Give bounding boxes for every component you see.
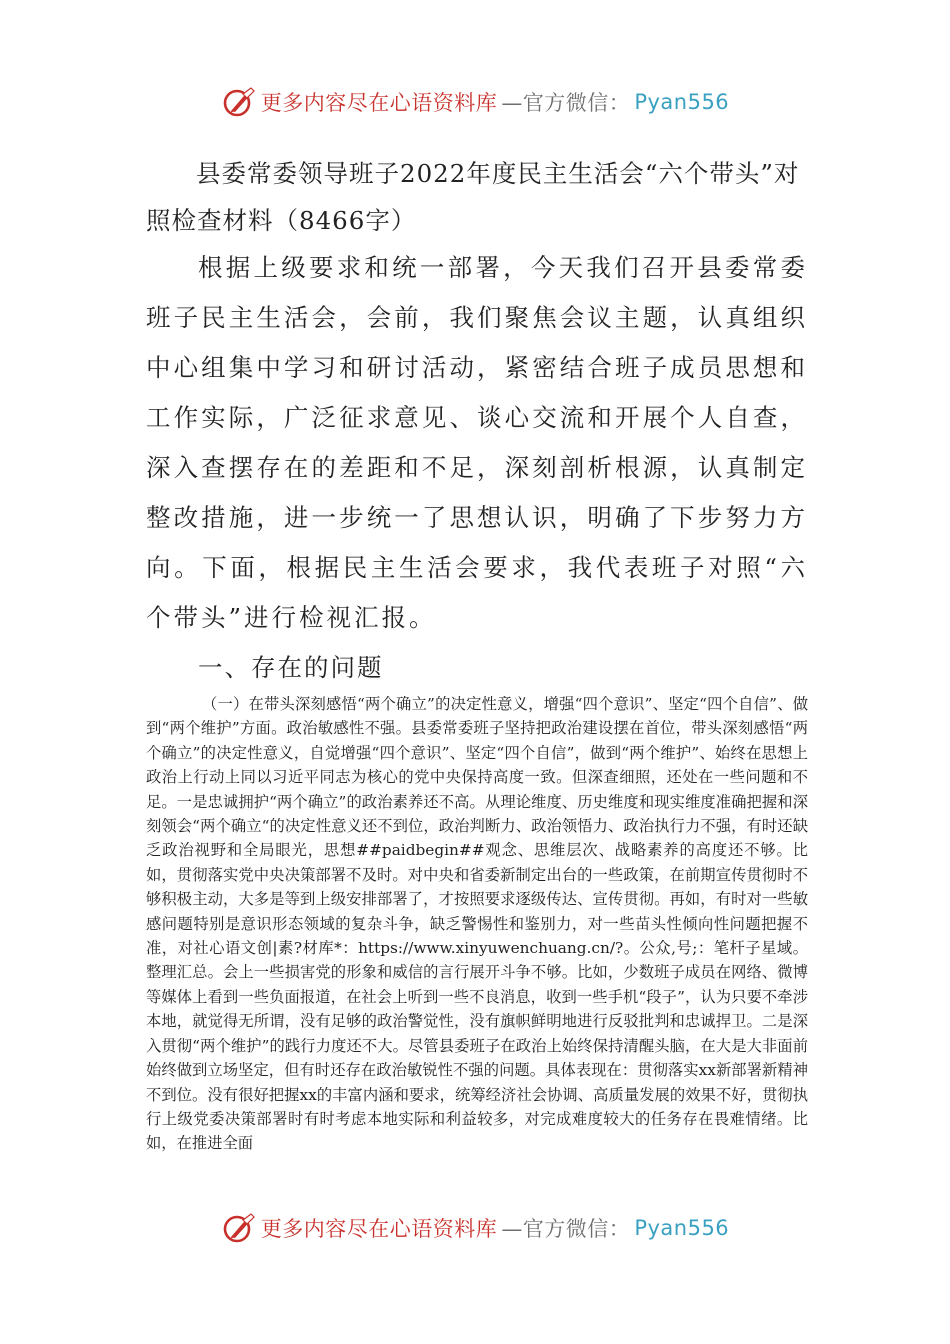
watermark-label-text: —官方微信： [501, 1217, 631, 1241]
section-heading: 一、存在的问题 [198, 653, 384, 682]
body-paragraph: （一）在带头深刻感悟“两个确立”的决定性意义，增强“四个意识”、坚定“四个自信”、做到“两个维护”方面。政治敏感性不强。县委常委班子坚持把政治建设摆在首位，带头深刻感悟“两个确立”的决定性意义，自觉增强“四个意识”、坚定“四个自信”，做到“两个维护”、始终在思想上政治上行动上同以习近平同志为核心的党中央保持高度一致。但深查细照，还处在一些问题和不足。一是忠诚拥护“两个确立”的政治素养还不高。从理论维度、历史维度和现实维度准确把握和深刻领会“两个确立“的决定性意义还不到位，政治判断力、政治领悟力、政治执行力不强，有时还缺乏政治视野和全局眼光，思想##paidbegin##观念、思维层次、战略素养的高度还不够。比如，贯彻落实党中央决策部署不及时。对中央和省委新制定出台的一些政策，在前期宣传贯彻时不够积极主动，大多是等到上级安排部署了，才按照要求逐级传达、宣传贯彻。再如，有时对一些敏感问题特别是意识形态领域的复杂斗争，缺乏警惕性和鉴别力，对一些苗头性倾向性问题把握不准，对社心语文创|素?材库*：https://www.xinyuwenchuang.cn/?。公众,号;：笔杆子星域。整理汇总。会上一些损害党的形象和威信的言行展开斗争不够。比如，少数班子成员在网络、微博等媒体上看到一些负面报道，在社会上听到一些不良消息，收到一些手机“段子”，认为只要不牵涉本地，就觉得无所谓，没有足够的政治警觉性，没有旗帜鲜明地进行反驳批判和忠诚捍卫。二是深入贯彻“两个维护”的践行力度还不大。尽管县委班子在政治上始终保持清醒头脑，在大是大非面前始终做到立场坚定，但有时还存在政治敏锐性不强的问题。具体表现在：贯彻落实xx新部署新精神不到位。没有很好把握xx的丰富内涵和要求，统筹经济社会协调、高质量发展的效果不好，贯彻执行上级党委决策部署时有时考虑本地实际和利益较多，对完成难度较大的任务存在畏难情绪。比如，在推进全面 [146, 695, 808, 1153]
watermark-footer [0, 1208, 950, 1248]
quill-pen-logo-icon [221, 84, 257, 120]
watermark-wechat-id: Pyan556 [634, 1216, 730, 1240]
watermark-label-text: —官方微信： [501, 91, 631, 115]
quill-pen-logo-icon [221, 1210, 257, 1246]
watermark-brand-text: 更多内容尽在心语资料库 [260, 91, 498, 115]
watermark-brand-text: 更多内容尽在心语资料库 [260, 1217, 498, 1241]
watermark-wechat-id: Pyan556 [634, 90, 730, 114]
intro-paragraph: 根据上级要求和统一部署，今天我们召开县委常委班子民主生活会，会前，我们聚焦会议主题，认真组织中心组集中学习和研讨活动，紧密结合班子成员思想和工作实际，广泛征求意见、谈心交流和开展个人自查，深入查摆存在的差距和不足，深刻剖析根源，认真制定整改措施，进一步统一了思想认识，明确了下步努力方向。下面，根据民主生活会要求，我代表班子对照“六个带头”进行检视汇报。 [146, 253, 808, 632]
watermark-header [0, 82, 950, 122]
document-title: 县委常委领导班子2022年度民主生活会“六个带头”对照检查材料（8466字） [146, 159, 800, 235]
